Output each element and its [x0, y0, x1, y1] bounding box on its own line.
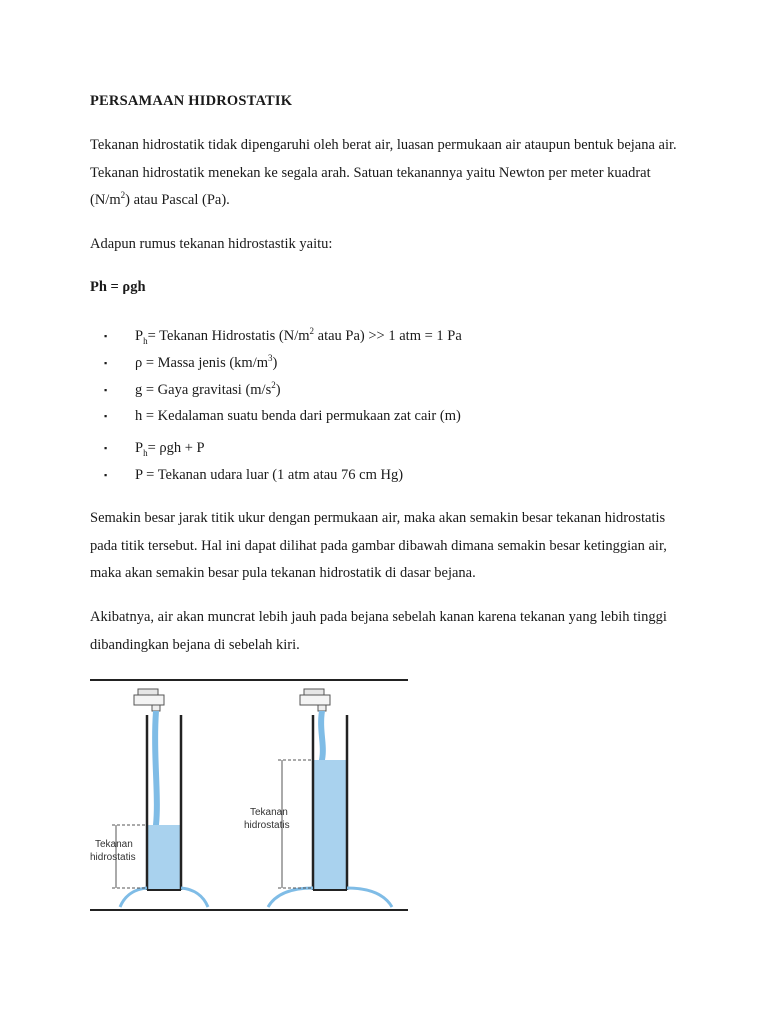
- definition: g = Gaya gravitasi (m/s: [135, 382, 272, 398]
- var-p: P: [135, 328, 144, 344]
- right-faucet-body: [300, 695, 330, 705]
- superscript: 3: [268, 353, 273, 364]
- var-p: P: [135, 440, 144, 456]
- paragraph-formula-intro: Adapun rumus tekanan hidrostastik yaitu:: [90, 236, 333, 252]
- subscript: h: [143, 335, 148, 346]
- bullet-icon: ▪: [104, 358, 108, 368]
- right-faucet-spout: [318, 705, 326, 711]
- superscript: 2: [309, 326, 315, 337]
- paragraph-intro: [90, 132, 690, 215]
- left-faucet-spout: [152, 705, 160, 711]
- right-jet-left: [268, 888, 313, 907]
- left-water-column: [148, 825, 180, 890]
- bullet-icon: ▪: [104, 470, 108, 480]
- right-jet-right: [347, 888, 392, 907]
- left-label-line2: hidrostatis: [90, 852, 136, 863]
- bullet-icon: ▪: [104, 411, 108, 421]
- superscript: 2: [120, 190, 126, 201]
- paragraph-intro-text: Tekanan hidrostatik tidak dipengaruhi oleh berat air, luasan permukaan air ataupun bentuk bejana air. Tekanan hidrostatik menekan ke segala arah. Satuan tekanannya yaitu Newton per meter kuadrat (N/m: [90, 137, 677, 208]
- left-tank: [90, 689, 208, 907]
- definition-tail: ): [272, 355, 278, 371]
- left-water-stream: [152, 711, 160, 825]
- right-water-stream: [318, 711, 326, 760]
- left-faucet-body: [134, 695, 164, 705]
- document-heading: PERSAMAAN HIDROSTATIK: [90, 93, 293, 109]
- list-item-text: [135, 326, 462, 346]
- left-jet-left: [120, 888, 147, 907]
- bullet-icon: ▪: [104, 331, 108, 341]
- bullet-icon: ▪: [104, 385, 108, 395]
- definition-tail: ): [275, 382, 281, 398]
- definition: = ρgh + P: [147, 440, 205, 456]
- list-item-text: [135, 380, 281, 400]
- list-item-text: [135, 353, 277, 373]
- list-item-text: P = Tekanan udara luar (1 atm atau 76 cm Hg): [135, 467, 404, 483]
- left-jet-right: [181, 888, 208, 907]
- left-faucet-icon: [138, 689, 158, 695]
- bullet-icon: ▪: [104, 443, 108, 453]
- list-item-text: h = Kedalaman suatu benda dari permukaan zat cair (m): [135, 408, 461, 424]
- list-item-text: [135, 438, 205, 458]
- figure-svg: [90, 675, 408, 915]
- left-label-line1: Tekanan: [95, 839, 133, 850]
- right-tank: [244, 689, 392, 907]
- right-label-line2: hidrostatis: [244, 820, 290, 831]
- definition: = Tekanan Hidrostatis (N/m: [147, 328, 310, 344]
- paragraph-conclusion: Akibatnya, air akan muncrat lebih jauh pada bejana sebelah kanan karena tekanan yang lebih tinggi dibandingkan bejana di sebelah kiri.: [90, 609, 667, 653]
- right-label-line1: Tekanan: [250, 807, 288, 818]
- superscript: 2: [271, 380, 276, 391]
- definition-tail: atau Pa) >> 1 atm = 1 Pa: [314, 328, 462, 344]
- right-water-column: [314, 760, 346, 890]
- definition: ρ = Massa jenis (km/m: [135, 355, 269, 371]
- right-faucet-icon: [304, 689, 324, 695]
- hydrostatic-figure: [90, 675, 408, 915]
- paragraph-explanation: Semakin besar jarak titik ukur dengan permukaan air, maka akan semakin besar tekanan hidrostatis pada titik tersebut. Hal ini dapat dilihat pada gambar dibawah dimana semakin besar ketinggian air, maka akan semakin besar pula tekanan hidrostatik di dasar bejana.: [90, 510, 667, 581]
- paragraph-intro-tail: ) atau Pascal (Pa).: [125, 192, 230, 208]
- subscript: h: [143, 447, 148, 458]
- main-formula: Ph = ρgh: [90, 279, 146, 295]
